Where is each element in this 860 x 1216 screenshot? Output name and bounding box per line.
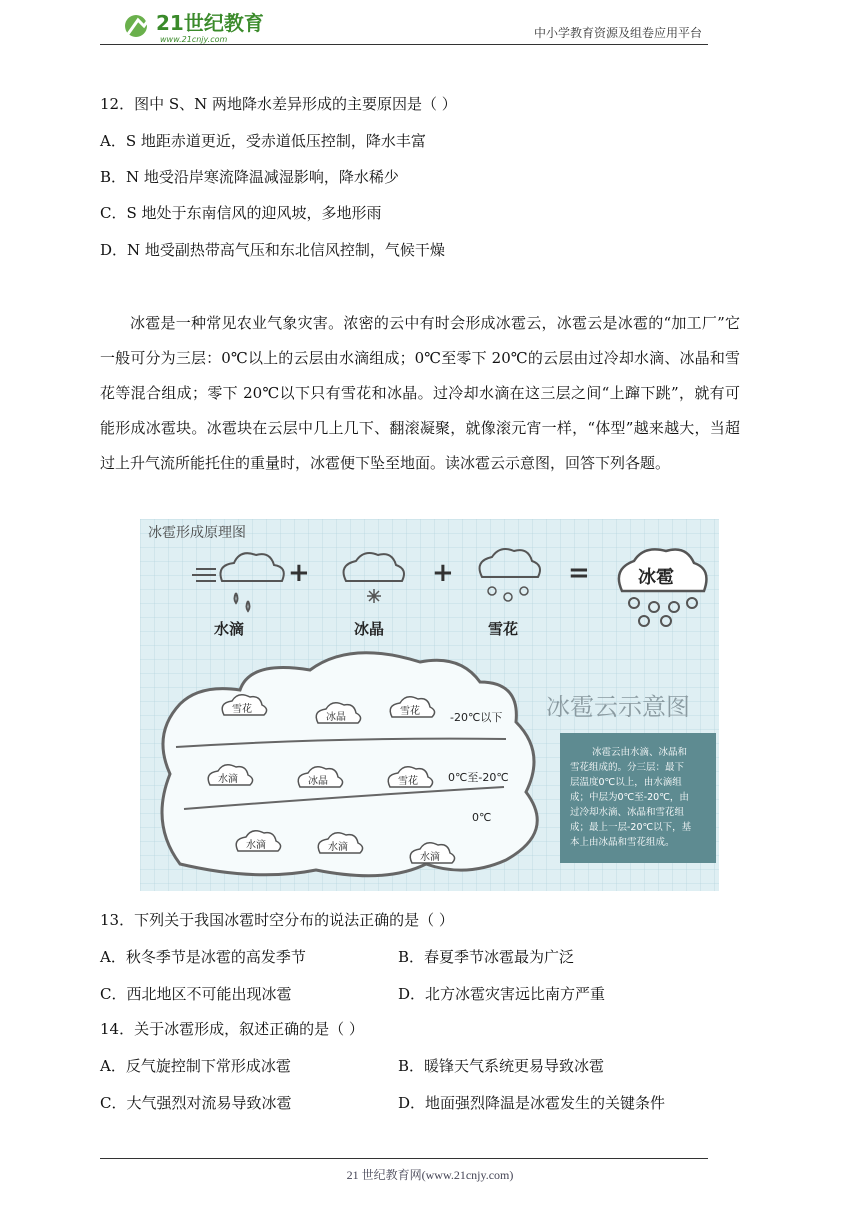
cloud-label-r3a: 水滴 xyxy=(246,840,266,851)
page-header xyxy=(100,8,708,45)
cloud-label-r1c: 雪花 xyxy=(400,706,420,717)
q12-option-a: A．S 地距赤道更近，受赤道低压控制，降水丰富 xyxy=(100,132,426,150)
desc-line-7: 本上由冰晶和雪花组成。 xyxy=(570,837,675,848)
cloud-label-r1b: 冰晶 xyxy=(326,712,346,723)
cloud-label-r2b: 冰晶 xyxy=(308,776,328,787)
cloud-label-r2a: 水滴 xyxy=(218,774,238,785)
q14-option-c: C．大气强烈对流易导致冰雹 xyxy=(100,1094,292,1112)
label-ice-crystal: 冰晶 xyxy=(354,620,385,638)
desc-line-3: 层温度0℃以上，由水滴组 xyxy=(570,777,682,788)
cloud-label-r3b: 水滴 xyxy=(328,842,348,853)
logo-url: www.21cnjy.com xyxy=(160,35,228,44)
label-hail: 冰雹 xyxy=(638,567,674,588)
desc-line-6: 成；最上一层-20℃以下，基 xyxy=(570,822,692,833)
q13-option-c: C．西北地区不可能出现冰雹 xyxy=(100,985,292,1003)
desc-line-2: 雪花组成的。分三层：最下 xyxy=(570,762,685,773)
hail-figure xyxy=(140,519,719,891)
q14-option-a: A．反气旋控制下常形成冰雹 xyxy=(100,1057,291,1075)
label-water-drop: 水滴 xyxy=(214,620,245,638)
passage xyxy=(100,306,740,481)
q14-stem: 14．关于冰雹形成，叙述正确的是（ ） xyxy=(100,1020,364,1038)
cloud-label-r1a: 雪花 xyxy=(232,704,252,715)
q14-option-b: B．暖锋天气系统更易导致冰雹 xyxy=(398,1057,605,1075)
q12-stem: 12．图中 S、N 两地降水差异形成的主要原因是（ ） xyxy=(100,95,457,113)
q13-option-d: D．北方冰雹灾害远比南方严重 xyxy=(398,985,606,1003)
q12-option-d: D．N 地受副热带高气压和东北信风控制，气候干燥 xyxy=(100,241,445,259)
layer-label-3: 0℃ xyxy=(472,811,492,824)
q14-option-d: D．地面强烈降温是冰雹发生的关键条件 xyxy=(398,1094,666,1112)
q13-option-b: B．春夏季节冰雹最为广泛 xyxy=(398,948,575,966)
figure-top-title: 冰雹形成原理图 xyxy=(148,525,246,541)
layer-label-1: -20℃以下 xyxy=(450,711,503,724)
q12-option-b: B．N 地受沿岸寒流降温减湿影响，降水稀少 xyxy=(100,168,399,186)
footer-text: 21 世纪教育网(www.21cnjy.com) xyxy=(346,1168,514,1182)
site-logo xyxy=(120,10,310,44)
footer-divider xyxy=(100,1158,708,1159)
q12-option-c: C．S 地处于东南信风的迎风坡，多地形雨 xyxy=(100,204,382,222)
plus-sign: + xyxy=(288,558,310,588)
plus-sign-2: + xyxy=(432,558,454,588)
description-box xyxy=(560,733,716,863)
logo-text: 21世纪教育 xyxy=(156,11,264,35)
q13-stem: 13．下列关于我国冰雹时空分布的说法正确的是（ ） xyxy=(100,911,454,929)
diagram-title: 冰雹云示意图 xyxy=(546,693,690,721)
desc-line-5: 过冷却水滴、冰晶和雪花组 xyxy=(570,807,685,818)
equals-sign: = xyxy=(568,558,590,588)
label-snowflake: 雪花 xyxy=(488,620,519,638)
desc-line-4: 成；中层为0℃至-20℃，由 xyxy=(570,792,689,803)
cloud-label-r2c: 雪花 xyxy=(398,776,418,787)
q13-option-a: A．秋冬季节是冰雹的高发季节 xyxy=(100,948,306,966)
desc-line-1: 冰雹云由水滴、冰晶和 xyxy=(592,747,688,758)
header-platform-text: 中小学教育资源及组卷应用平台 xyxy=(533,26,702,40)
passage-text: 冰雹是一种常见农业气象灾害。浓密的云中有时会形成冰雹云，冰雹云是冰雹的“加工厂”它一般可分为三层：0℃以上的云层由水滴组成；0℃至零下 20℃的云层由过冷却水滴、冰晶和雪花等混合组成；零下 20℃以下只有雪花和冰晶。过冷却水滴在这三层之间“上蹿下跳”，就有可能形成冰雹块。冰雹块在云层中几上几下、翻滚凝聚，就像滚元宵一样，“体型”越来越大，当超过上升气流所能托住的重量时，冰雹便下坠至地面。读冰雹云示意图，回答下列各题。 xyxy=(100,314,740,472)
cloud-label-r3c: 水滴 xyxy=(420,852,440,863)
hail-diagram xyxy=(140,519,719,891)
layer-label-2: 0℃至-20℃ xyxy=(448,771,509,784)
